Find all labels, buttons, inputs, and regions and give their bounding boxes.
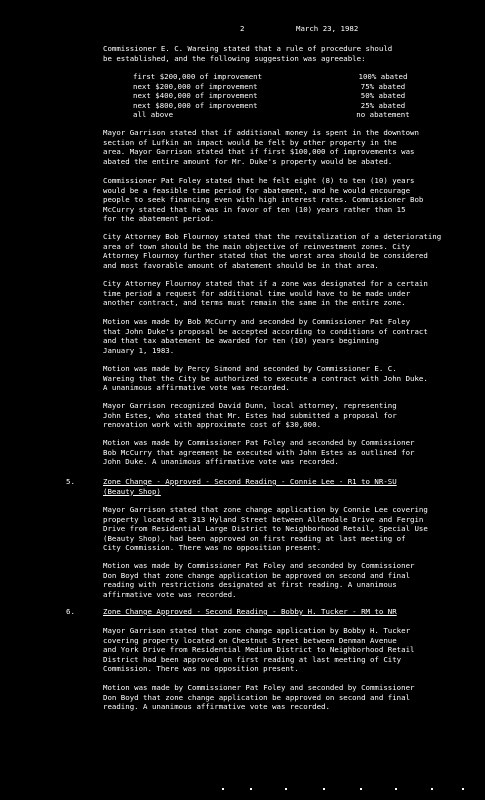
schedule-value: 100% abated [358,72,408,81]
text-line: Motion was made by Commissioner Pat Foley and seconded by Commissioner [103,561,415,570]
text-line: District had been approved on first reading at last meeting of City [103,654,402,664]
text-line: for the abatement period. [103,214,215,224]
text-line: covering property located on Chestnut Street between Denman Avenue [103,635,397,645]
schedule-label: next $400,000 of improvement [133,91,258,101]
text-line: reading. A unanimous affirmative vote was recorded. [103,702,330,712]
schedule-value: 25% abated [360,100,406,110]
text-line: Commissioner E. C. Wareing stated that a rule of procedure should [103,44,393,53]
schedule-value: no abatement [356,110,410,120]
schedule-value: 75% abated [360,81,406,91]
text-line: area. Mayor Garrison stated that if first $100,000 of improvements was [103,147,415,157]
scan-speck [395,788,397,790]
paragraph-motion-estes [103,438,471,467]
text-line: Wareing that the City be authorized to execute a contract with John Duke. [103,373,428,383]
schedule-label: next $200,000 of improvement [133,81,258,91]
paragraph-motion-duke-contract [103,364,471,393]
paragraph-rule-of-procedure [103,44,471,63]
text-line: property located at 313 Hyland Street between Allendale Drive and Fergin [103,514,424,524]
text-line: Motion was made by Commissioner Pat Foley and seconded by Commissioner [103,683,415,692]
scan-speck [462,788,464,790]
text-line: renovation work with approximate cost of $30,000. [103,420,322,430]
text-line: A unanimous affirmative vote was recorded. [103,383,290,393]
paragraph-motion-duke-proposal [103,317,471,355]
paragraph-tucker-zone [103,626,471,674]
schedule-value: 50% abated [360,91,406,101]
paragraph-flournoy-zone-terms [103,279,471,308]
text-line: John Estes, who stated that Mr. Estes had submitted a proposal for [103,410,397,420]
page-number: 2 [240,24,245,33]
text-line: City Attorney Bob Flournoy stated that the revitalization of a deteriorating [103,232,442,241]
text-line: (Beauty Shop), had been approved on first reading at last meeting of [103,533,406,543]
text-line: Motion was made by Percy Simond and seconded by Commissioner E. C. [103,364,397,373]
text-line: Mayor Garrison recognized David Dunn, local attorney, representing [103,401,397,410]
text-line: and York Drive from Residential Medium District to Neighborhood Retail [103,645,415,655]
scan-speck [360,788,362,790]
schedule-label: all above [133,110,174,120]
table-row [133,101,428,111]
item-heading-line: Zone Change Approved - Second Reading - Bobby H. Tucker - RM to NR [103,607,397,616]
item-heading-line: (Beauty Shop) [103,486,161,496]
abatement-schedule-table [133,72,428,120]
paragraph-flournoy-revitalization [103,232,471,270]
text-line: time period a request for additional time would have to be made under [103,288,411,298]
text-line: area of town should be the main objective of reinvestment zones. City [103,241,411,251]
text-line: John Duke. A unanimous affirmative vote was recorded. [103,457,339,467]
table-row [133,72,428,82]
text-line: reading with restrictions designated at first reading. A unanimous [103,580,397,590]
scan-speck [222,788,224,790]
text-line: be established, and the following suggestion was agreeable: [103,53,366,63]
paragraph-motion-connie-lee [103,561,471,599]
table-row [133,82,428,92]
schedule-label: next $800,000 of improvement [133,100,258,110]
schedule-label: first $200,000 of improvement [133,72,263,81]
text-line: that John Duke's proposal be accepted according to conditions of contract [103,326,428,336]
text-line: Attorney Flournoy further stated that the worst area should be considered [103,251,428,261]
paragraph-motion-tucker [103,683,471,712]
text-line: Bob McCurry that agreement be executed with John Estes as outlined for [103,447,415,457]
text-line: Mayor Garrison stated that zone change application by Connie Lee covering [103,505,428,514]
text-line: and that tax abatement be awarded for ten (10) years beginning [103,336,379,346]
page-date: March 23, 1982 [296,24,359,33]
text-line: Mayor Garrison stated that zone change application by Bobby H. Tucker [103,626,411,635]
text-line: Don Boyd that zone change application be approved on second and final [103,570,411,580]
text-line: Motion was made by Commissioner Pat Foley and seconded by Commissioner [103,438,415,447]
scan-speck [431,788,433,790]
scan-speck [323,788,325,790]
text-line: City Commission. There was no opposition present. [103,543,322,553]
text-line: Don Boyd that zone change application be approved on second and final [103,692,411,702]
paragraph-connie-lee-zone [103,505,471,553]
text-line: would be a feasible time period for abatement, and he would encourage [103,185,411,195]
text-line: Drive from Residential Large District to Neighborhood Retail, Special Use [103,524,428,534]
text-line: City Attorney Flournoy stated that if a zone was designated for a certain [103,279,428,288]
agenda-item-6-heading [103,607,471,617]
text-line: abated the entire amount for Mr. Duke's property would be abated. [103,156,393,166]
text-line: section of Lufkin an impact would be felt by other property in the [103,137,397,147]
text-line: Mayor Garrison stated that if additional money is spent in the downtown [103,128,419,137]
scan-speck [250,788,252,790]
paragraph-garrison-impact [103,128,471,166]
item-number-6: 6. [66,607,75,616]
text-line: people to seek financing even with high interest rates. Commissioner Bob [103,195,424,205]
scan-speck [285,788,287,790]
item-number-5: 5. [66,477,75,486]
paragraph-dunn-estes [103,401,471,430]
text-line: and most favorable amount of abatement should be in that area. [103,260,379,270]
text-line: Motion was made by Bob McCurry and seconded by Commissioner Pat Foley [103,317,411,326]
agenda-item-5-heading [103,477,471,496]
text-line: another contract, and terms must remain the same in the entire zone. [103,298,406,308]
text-line: McCurry stated that he was in favor of ten (10) years rather than 15 [103,204,406,214]
text-line: affirmative vote was recorded. [103,589,237,599]
table-row [133,91,428,101]
item-heading-line: Zone Change - Approved - Second Reading - Connie Lee - R1 to NR-SU [103,477,397,486]
text-line: January 1, 1983. [103,345,175,355]
table-row [133,110,428,120]
text-line: Commissioner Pat Foley stated that he felt eight (8) to ten (10) years [103,176,415,185]
text-line: Commission. There was no opposition present. [103,664,299,674]
paragraph-foley-period [103,176,471,224]
